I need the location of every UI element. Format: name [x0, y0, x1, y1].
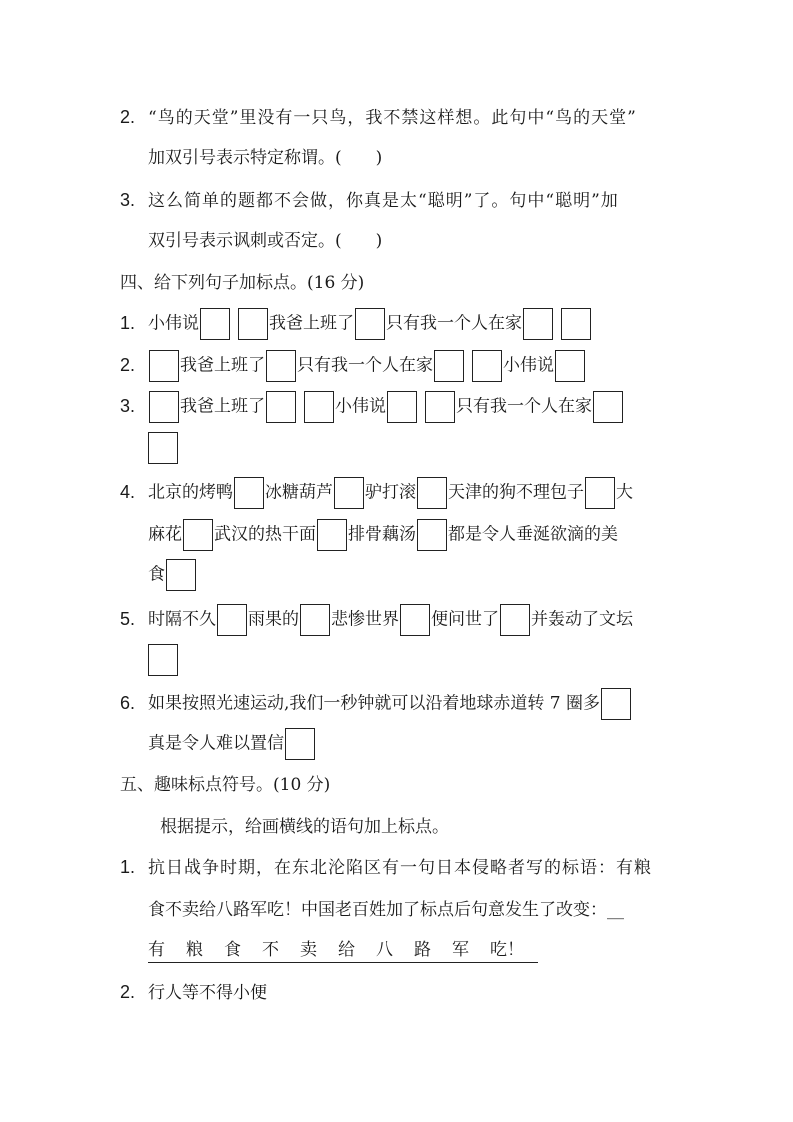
text-segment: 雨果的 — [248, 609, 299, 630]
answer-char: 卖 — [300, 940, 317, 960]
text-segment: 真是令人难以置信 — [148, 733, 284, 754]
answer-box[interactable] — [166, 559, 196, 591]
item-number: 1. — [120, 312, 136, 333]
answer-box[interactable] — [601, 688, 631, 720]
item-number: 2. — [120, 354, 136, 375]
question-text: 这么简单的题都不会做，你真是太“聪明”了。句中“聪明”加 — [148, 191, 619, 211]
question-3-line2: 双引号表示讽刺或否定。( ) — [148, 231, 383, 251]
s4-item-5 — [120, 604, 633, 636]
question-text: “鸟的天堂”里没有一只鸟，我不禁这样想。此句中“鸟的天堂” — [148, 108, 637, 128]
section-5-title: 五、趣味标点符号。(10 分) — [120, 775, 331, 795]
text-segment: 小伟说 — [335, 396, 386, 417]
answer-box[interactable] — [217, 604, 247, 636]
answer-box[interactable] — [400, 604, 430, 636]
answer-box[interactable] — [317, 519, 347, 551]
text-segment: 大 — [616, 482, 633, 503]
s4-item-4-line2 — [148, 519, 618, 551]
text-segment: 只有我一个人在家 — [456, 396, 592, 417]
text-segment: 天津的狗不理包子 — [448, 482, 584, 503]
answer-char: 吃！ — [490, 940, 524, 960]
text-segment: 我爸上班了 — [269, 313, 354, 334]
answer-char: 路 — [414, 940, 431, 960]
text-segment: 我爸上班了 — [180, 396, 265, 417]
s5-item-2 — [120, 980, 267, 1005]
s4-item-3-cont — [148, 432, 179, 464]
s5-item-1-line1 — [120, 855, 652, 880]
underlined-sentence — [148, 938, 538, 963]
text-segment: 小伟说 — [148, 313, 199, 334]
text-segment: 都是令人垂涎欲滴的美 — [448, 524, 618, 545]
answer-box[interactable] — [387, 391, 417, 423]
item-number: 1. — [120, 857, 136, 877]
question-2-line1 — [120, 105, 637, 130]
text-segment: 小伟说 — [503, 355, 554, 376]
text-segment: 麻花 — [148, 524, 182, 545]
answer-box[interactable] — [285, 728, 315, 760]
text-segment: 食 — [148, 564, 165, 585]
answer-box[interactable] — [523, 308, 553, 340]
item-number: 5. — [120, 608, 136, 629]
answer-box[interactable] — [148, 644, 178, 676]
item-number: 3. — [120, 395, 136, 416]
text-segment: 北京的烤鸭 — [148, 482, 233, 503]
text-segment: 只有我一个人在家 — [386, 313, 522, 334]
answer-box[interactable] — [500, 604, 530, 636]
text-segment: 驴打滚 — [365, 482, 416, 503]
question-3-line1 — [120, 188, 619, 213]
s4-item-4-line3 — [148, 559, 197, 591]
answer-box[interactable] — [555, 350, 585, 382]
s5-item-1-line2: 食不卖给八路军吃！中国老百姓加了标点后句意发生了改变：__ — [148, 900, 624, 920]
answer-char: 军 — [452, 940, 469, 960]
section-5-instruction: 根据提示，给画横线的语句加上标点。 — [160, 817, 449, 837]
answer-char: 粮 — [186, 940, 203, 960]
text-segment: 我爸上班了 — [180, 355, 265, 376]
answer-box[interactable] — [425, 391, 455, 423]
item-number: 6. — [120, 692, 136, 713]
answer-char: 不 — [262, 940, 279, 960]
text-segment: 便问世了 — [431, 609, 499, 630]
text-segment: 冰糖葫芦 — [265, 482, 333, 503]
answer-box[interactable] — [149, 391, 179, 423]
s4-item-3 — [120, 391, 624, 423]
item-text: 行人等不得小便 — [148, 983, 267, 1003]
answer-char: 给 — [338, 940, 355, 960]
s5-item-1-answer — [148, 938, 538, 963]
answer-box[interactable] — [417, 477, 447, 509]
s4-item-2 — [120, 350, 586, 382]
answer-char: 食 — [224, 940, 241, 960]
section-4-title: 四、给下列句子加标点。(16 分) — [120, 273, 365, 293]
answer-box[interactable] — [266, 350, 296, 382]
answer-char: 八 — [376, 940, 393, 960]
s4-item-5-cont — [148, 644, 179, 676]
text-segment: 排骨藕汤 — [348, 524, 416, 545]
answer-box[interactable] — [238, 308, 268, 340]
item-number: 2. — [120, 982, 136, 1002]
answer-box[interactable] — [234, 477, 264, 509]
s4-item-6-line1 — [120, 688, 632, 720]
answer-box[interactable] — [334, 477, 364, 509]
question-number: 2. — [120, 107, 136, 127]
text-segment: 悲惨世界 — [331, 609, 399, 630]
answer-box[interactable] — [355, 308, 385, 340]
answer-box[interactable] — [149, 350, 179, 382]
answer-char: 有 — [148, 940, 165, 960]
s4-item-1 — [120, 308, 592, 340]
answer-box[interactable] — [266, 391, 296, 423]
answer-box[interactable] — [417, 519, 447, 551]
text-segment: 如果按照光速运动,我们一秒钟就可以沿着地球赤道转 7 圈多 — [148, 693, 601, 714]
s4-item-6-line2 — [148, 728, 316, 760]
text-segment: 时隔不久 — [148, 609, 216, 630]
question-2-line2: 加双引号表示特定称谓。( ) — [148, 148, 383, 168]
s4-item-4-line1 — [120, 477, 633, 509]
answer-box[interactable] — [183, 519, 213, 551]
answer-box[interactable] — [304, 391, 334, 423]
item-text: 抗日战争时期，在东北沦陷区有一句日本侵略者写的标语：有粮 — [148, 858, 652, 878]
answer-box[interactable] — [148, 432, 178, 464]
answer-box[interactable] — [593, 391, 623, 423]
text-segment: 并轰动了文坛 — [531, 609, 633, 630]
answer-box[interactable] — [472, 350, 502, 382]
text-segment: 武汉的热干面 — [214, 524, 316, 545]
answer-box[interactable] — [300, 604, 330, 636]
question-number: 3. — [120, 190, 136, 210]
answer-box[interactable] — [561, 308, 591, 340]
answer-box[interactable] — [434, 350, 464, 382]
text-segment: 只有我一个人在家 — [297, 355, 433, 376]
item-number: 4. — [120, 481, 136, 502]
answer-box[interactable] — [585, 477, 615, 509]
answer-box[interactable] — [200, 308, 230, 340]
